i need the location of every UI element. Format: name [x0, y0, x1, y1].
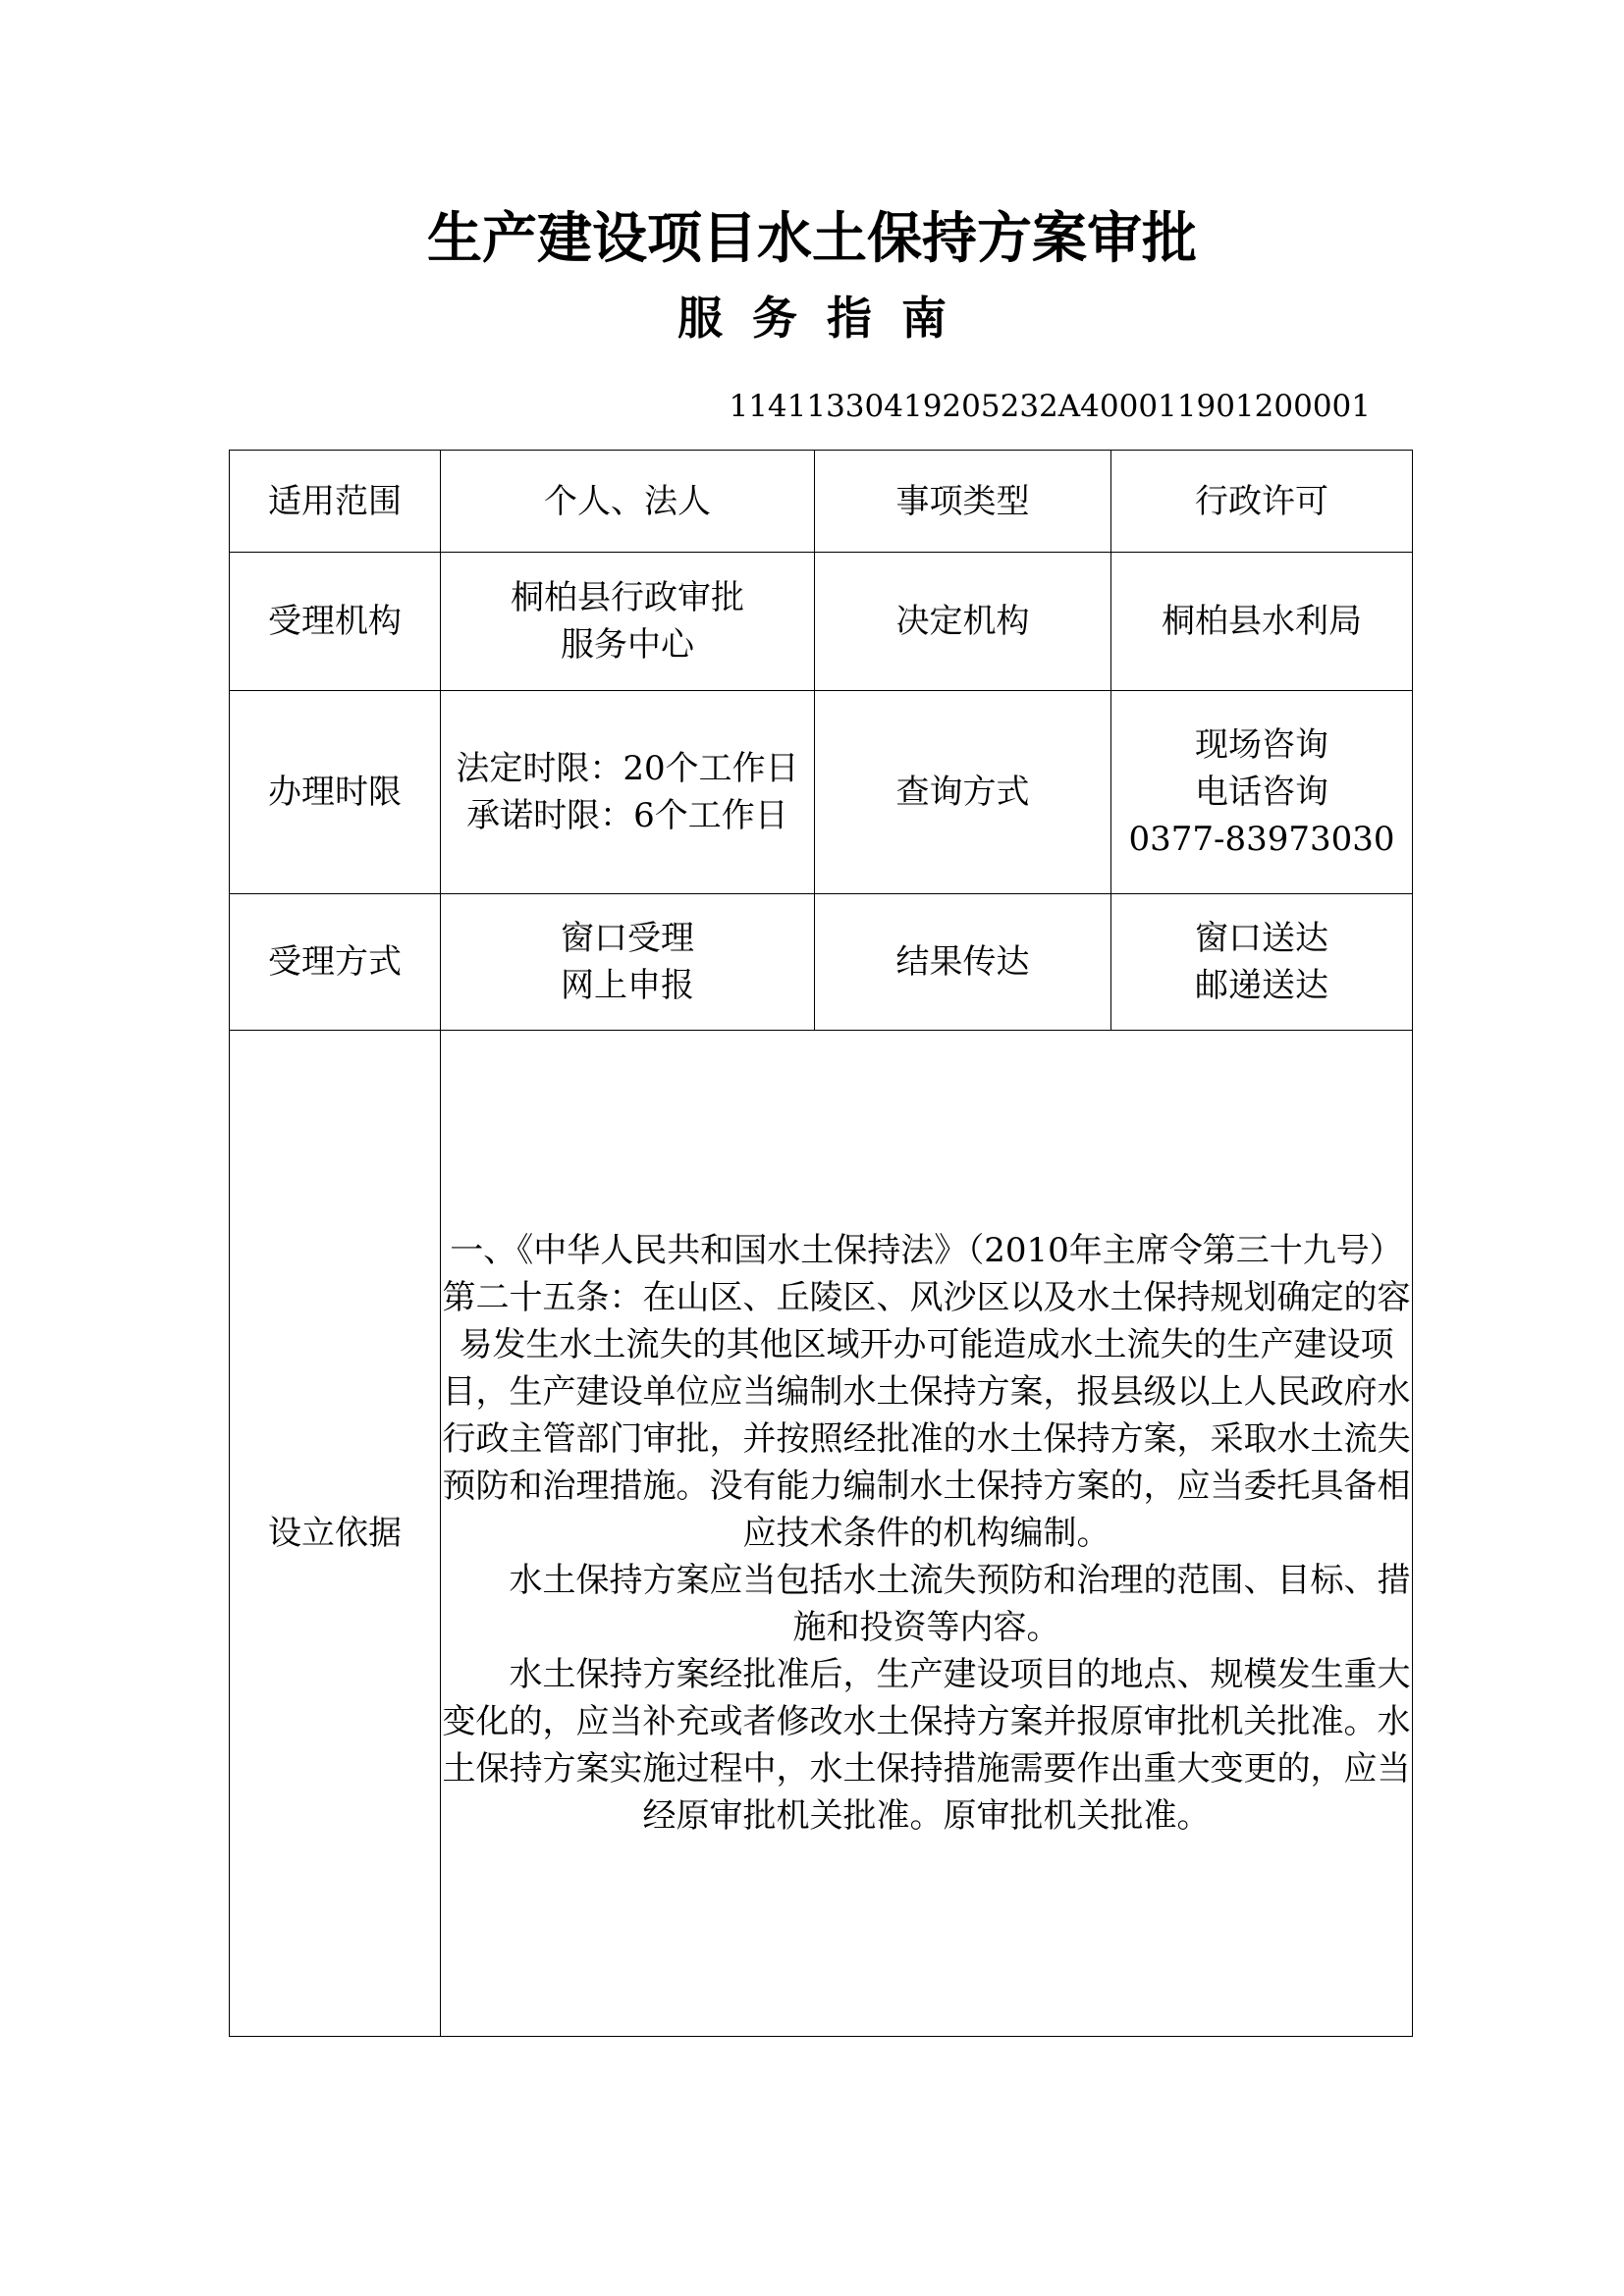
row-value-item-type: [1111, 451, 1413, 553]
value-line: 法定时限：20个工作日: [456, 749, 799, 788]
row-label-acceptance-method: 受理方式: [230, 894, 441, 1031]
legal-basis-text: [441, 1031, 1413, 2037]
basis-paragraph: 水土保持方案经批准后，生产建设项目的地点、规模发生重大变化的，应当补充或者修改水土保持方案并报原审批机关批准。水土保持方案实施过程中，水土保持措施需要作出重大变更的，应当经原审批机关批准。原审批机关批准。: [442, 1655, 1411, 1836]
document-title: 生产建设项目水土保持方案审批: [427, 207, 1197, 271]
row-value-scope: [441, 451, 815, 553]
row-label-legal-basis: 设立依据: [230, 1031, 441, 2037]
value-line: 承诺时限：6个工作日: [466, 796, 788, 835]
value-line: 服务中心: [561, 625, 694, 665]
item-code: 11411330419205232A400011901200001: [729, 389, 1371, 424]
value-line: 0377-83973030: [1128, 820, 1395, 859]
row-value-time-limit: [441, 691, 815, 894]
row-label-accepting-agency: 受理机构: [230, 553, 441, 691]
table-row: [230, 451, 1413, 553]
value-line: 窗口受理: [561, 919, 694, 958]
row-value-deciding-agency: [1111, 553, 1413, 691]
row-value-accepting-agency: [441, 553, 815, 691]
table-row: [230, 691, 1413, 894]
value-line: 窗口送达: [1195, 919, 1328, 958]
table-row: [230, 553, 1413, 691]
value-line: 电话咨询: [1195, 773, 1328, 812]
row-label-deciding-agency: 决定机构: [815, 553, 1111, 691]
value-line: 行政许可: [1195, 481, 1328, 521]
row-value-inquiry-method: [1111, 691, 1413, 894]
row-value-result-delivery: [1111, 894, 1413, 1031]
basis-paragraph: 水土保持方案应当包括水土流失预防和治理的范围、目标、措施和投资等内容。: [509, 1561, 1411, 1647]
value-line: 桐柏县水利局: [1162, 602, 1362, 641]
value-line: 网上申报: [561, 966, 694, 1005]
document-subtitle: 服务指南: [677, 292, 976, 345]
row-label-time-limit: 办理时限: [230, 691, 441, 894]
table-row: [230, 894, 1413, 1031]
row-label-scope: 适用范围: [230, 451, 441, 553]
value-line: 桐柏县行政审批: [511, 578, 744, 617]
row-label-inquiry-method: 查询方式: [815, 691, 1111, 894]
value-line: 现场咨询: [1195, 725, 1328, 765]
table-row: [230, 1031, 1413, 2037]
value-line: 邮递送达: [1195, 966, 1328, 1005]
service-guide-table: [229, 450, 1413, 2037]
value-line: 个人、法人: [544, 481, 711, 521]
row-value-acceptance-method: [441, 894, 815, 1031]
basis-paragraph: 一、《中华人民共和国水土保持法》（2010年主席令第三十九号）第二十五条：在山区、丘陵区、风沙区以及水土保持规划确定的容易发生水土流失的其他区域开办可能造成水土流失的生产建设项目，生产建设单位应当编制水土保持方案，报县级以上人民政府水行政主管部门审批，并按照经批准的水土保持方案，采取水土流失预防和治理措施。没有能力编制水土保持方案的，应当委托具备相应技术条件的机构编制。: [442, 1231, 1411, 1553]
row-label-item-type: 事项类型: [815, 451, 1111, 553]
row-label-result-delivery: 结果传达: [815, 894, 1111, 1031]
